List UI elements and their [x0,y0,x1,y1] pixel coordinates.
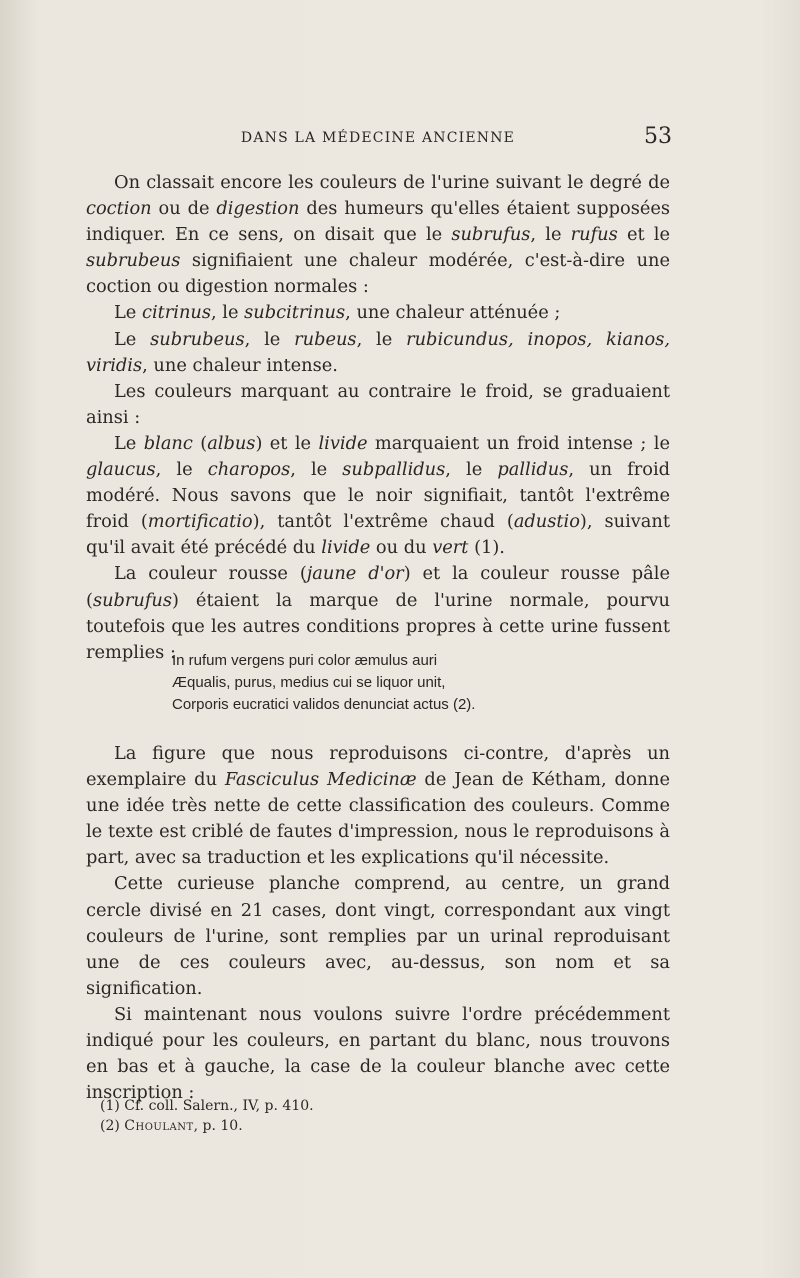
italic-term: jaune d'or [306,563,404,585]
italic-term: subrubeus [86,250,181,272]
page-number: 53 [644,124,672,149]
text-run: , le [211,302,245,324]
text-run: La figure que nous reproduisons ci-contre, d'après un exemplaire du [86,743,670,791]
italic-term: rubicundus, inopos, kianos, viridis [86,328,670,376]
footnote-marker: (2) [100,1118,125,1134]
italic-term: subrufus [92,589,173,611]
italic-term: subpallidus [342,459,446,481]
text-run: , une chaleur intense. [142,354,338,376]
footnote-1: (1) Cf. coll. Salern., IV, p. 410. [100,1098,314,1114]
italic-term: subrufus [451,224,531,246]
paragraph-9: Si maintenant nous voulons suivre l'ordre précédemment indiqué pour les couleurs, en partant du blanc, nous trouvons en bas et à gauche, la case de la couleur blanche avec cette inscription : [86,1003,670,1104]
text-run: On classait encore les couleurs de l'urine suivant le degré de [114,172,670,193]
text-run: marquaient un froid intense ; le [367,432,671,454]
text-run: ), suivant qu'il avait été précédé du [86,511,670,559]
text-run: , le [530,224,571,246]
italic-term: blanc [143,432,193,454]
book-title: Fasciculus Medicinæ [224,769,417,791]
text-run: ), tantôt l'extrême chaud ( [252,511,514,533]
italic-term: livide [318,432,368,454]
italic-term: rufus [570,224,618,246]
italic-term: citrinus [141,302,211,324]
latin-verse [172,650,572,716]
text-run: , le [155,459,208,481]
verse-line: Corporis eucratici validos denunciat actus (2). [172,696,476,713]
italic-term: glaucus [86,459,156,481]
text-run: ou du [370,537,433,559]
text-run: , p. 10. [193,1118,243,1134]
italic-term: vert [432,537,469,559]
italic-term: subcitrinus [244,302,346,324]
text-run: La couleur rousse ( [114,563,307,585]
text-run: des humeurs qu'elles étaient supposées indiquer. En ce sens, on disait que le [86,198,670,246]
text-run: ) et le [255,432,319,454]
text-run: ou de [151,198,217,220]
text-run: ) et la couleur rousse pâle ( [86,563,670,611]
text-run: , un froid modéré. Nous savons que le noir signifiait, tantôt l'extrême froid ( [86,459,671,533]
italic-term: subrubeus [150,328,245,350]
paragraph-1 [86,170,670,300]
text-run: Le [114,302,142,324]
text-run: Le [114,328,151,350]
paragraph-4: Les couleurs marquant au contraire le froid, se graduaient ainsi : [86,380,670,428]
text-run: , le [244,328,295,350]
text-run: , une chaleur atténuée ; [345,302,561,324]
italic-term: adustio [513,511,580,533]
text-run: signifiaient une chaleur modérée, c'est-à-dire une coction ou digestion normales : [86,250,670,298]
footnote-2 [100,1116,660,1136]
page-header [86,124,670,154]
italic-term: livide [321,537,371,559]
italic-term: charopos [207,459,291,481]
text-run: et le [617,224,671,246]
italic-term: digestion [216,198,300,220]
text-run: , le [445,459,498,481]
footnote-author: Choulant [124,1118,194,1134]
footnotes [100,1096,660,1136]
italic-term: rubeus [294,328,357,350]
paragraph-3 [86,327,670,379]
paragraph-7 [86,741,670,871]
text-run: de Jean de Kétham, donne une idée très nette de cette classification des couleurs. Comme le texte est criblé de fautes d'impression, nous le reproduisons à part, avec sa traduction et les explications qu'il nécessite. [86,769,670,869]
italic-term: pallidus [497,459,569,481]
text-run: (1). [468,537,505,559]
body-text [86,170,670,666]
italic-term: albus [207,432,256,454]
text-run: , le [290,459,343,481]
paragraph-5 [86,431,670,561]
text-run: Le [114,432,144,454]
body-text-continued [86,741,670,1106]
running-title: DANS LA MÉDECINE ANCIENNE [240,130,516,146]
text-run: , le [356,328,407,350]
paragraph-2 [86,300,670,326]
text-run: ) étaient la marque de l'urine normale, pourvu toutefois que les autres conditions propres à cette urine fussent remplies : [86,589,670,663]
verse-line: Æqualis, purus, medius cui se liquor unit, [172,674,446,691]
paragraph-8: Cette curieuse planche comprend, au centre, un grand cercle divisé en 21 cases, dont vingt, correspondant aux vingt couleurs de l'urine, sont remplies par un urinal reproduisant une de ces couleurs avec, au-dessus, son nom et sa signification. [86,873,670,999]
text-run: ( [192,432,208,454]
verse-line: In rufum vergens puri color æmulus auri [172,652,438,669]
italic-term: mortificatio [147,511,253,533]
italic-term: coction [86,198,152,220]
